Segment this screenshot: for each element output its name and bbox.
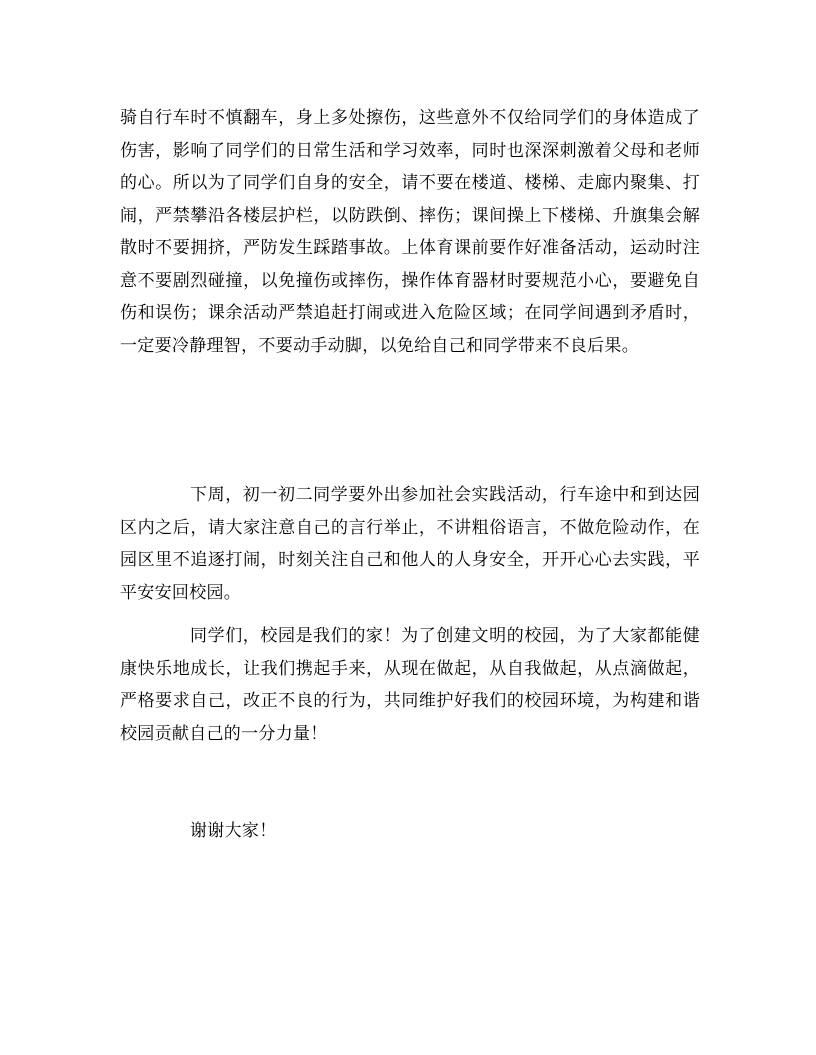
body-paragraph-safety: 骑自行车时不慎翻车，身上多处擦伤，这些意外不仅给同学们的身体造成了伤害，影响了同学们的日常生活和学习效率，同时也深深刺激着父母和老师的心。所以为了同学们自身的安全，请不要在楼道、楼梯、走廊内聚集、打闹，严禁攀沿各楼层护栏，以防跌倒、摔伤；课间操上下楼梯、升旗集会解散时不要拥挤，严防发生踩踏事故。上体育课前要作好准备活动，运动时注意不要剧烈碰撞，以免撞伤或摔伤，操作体育器材时要规范小心，要避免自伤和误伤；课余活动严禁追赶打闹或进入危险区域；在同学间遇到矛盾时，一定要冷静理智，不要动手动脚，以免给自己和同学带来不良后果。	[120, 108, 700, 356]
body-paragraph-practice-activity: 下周，初一初二同学要外出参加社会实践活动，行车途中和到达园区内之后，请大家注意自己的言行举止，不讲粗俗语言，不做危险动作，在园区里不追逐打闹，时刻关注自己和他人的人身安全，开开心心去实践，平平安安回校园。	[120, 485, 700, 603]
closing-thanks: 谢谢大家！	[190, 821, 277, 841]
body-paragraph-call-to-action: 同学们，校园是我们的家！为了创建文明的校园，为了大家都能健康快乐地成长，让我们携起手来，从现在做起，从自我做起，从点滴做起，严格要求自己，改正不良的行为，共同维护好我们的校园环境，为构建和谐校园贡献自己的一分力量！	[120, 626, 700, 744]
